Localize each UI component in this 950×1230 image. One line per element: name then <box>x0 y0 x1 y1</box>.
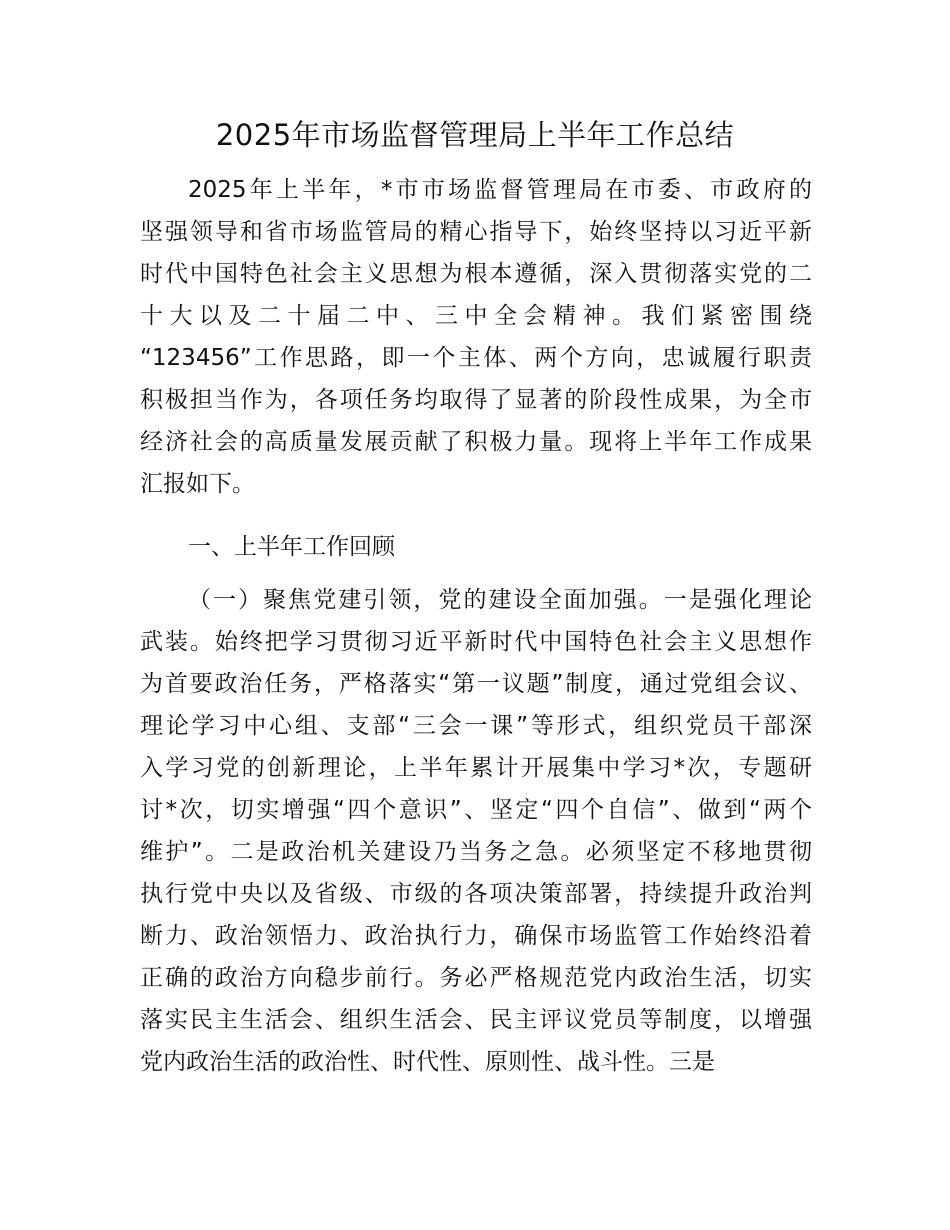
text-line: 党内政治生活的政治性、时代性、原则性、战斗性。三是 <box>140 1049 715 1075</box>
text-line: 维护”。二是政治机关建设乃当务之急。必须坚定不移地贯彻 <box>140 839 812 865</box>
text-line: 经济社会的高质量发展贡献了积极力量。现将上半年工作成果 <box>140 429 812 455</box>
text-line: 武装。始终把学习贯彻习近平新时代中国特色社会主义思想作 <box>140 629 812 655</box>
text-line: 坚强领导和省市场监管局的精心指导下，始终坚持以习近平新 <box>140 219 812 245</box>
section-heading: 一、上半年工作回顾 <box>188 534 395 560</box>
text-line: 正确的政治方向稳步前行。务必严格规范党内政治生活，切实 <box>140 965 812 991</box>
text-line: “123456”工作思路，即一个主体、两个方向，忠诚履行职责 <box>140 345 812 371</box>
text-line: 讨*次，切实增强“四个意识”、坚定“四个自信”、做到“两个 <box>140 797 812 823</box>
text-line: 落实民主生活会、组织生活会、民主评议党员等制度，以增强 <box>140 1007 812 1033</box>
document-title: 2025年市场监督管理局上半年工作总结 <box>215 118 735 152</box>
text-line: 为首要政治任务，严格落实“第一议题”制度，通过党组会议、 <box>140 671 812 697</box>
text-line: 2025年上半年，*市市场监督管理局在市委、市政府的 <box>188 177 812 203</box>
text-line: （一）聚焦党建引领，党的建设全面加强。一是强化理论 <box>188 587 812 613</box>
text-line: 十大以及二十届二中、三中全会精神。我们紧密围绕 <box>140 303 812 329</box>
text-line: 积极担当作为，各项任务均取得了显著的阶段性成果，为全市 <box>140 387 812 413</box>
text-line: 时代中国特色社会主义思想为根本遵循，深入贯彻落实党的二 <box>140 261 812 287</box>
text-line: 执行党中央以及省级、市级的各项决策部署，持续提升政治判 <box>140 881 812 907</box>
text-line: 断力、政治领悟力、政治执行力，确保市场监管工作始终沿着 <box>140 923 812 949</box>
text-line: 理论学习中心组、支部“三会一课”等形式，组织党员干部深 <box>140 713 812 739</box>
text-line: 入学习党的创新理论，上半年累计开展集中学习*次，专题研 <box>140 755 812 781</box>
text-line: 汇报如下。 <box>140 471 255 497</box>
